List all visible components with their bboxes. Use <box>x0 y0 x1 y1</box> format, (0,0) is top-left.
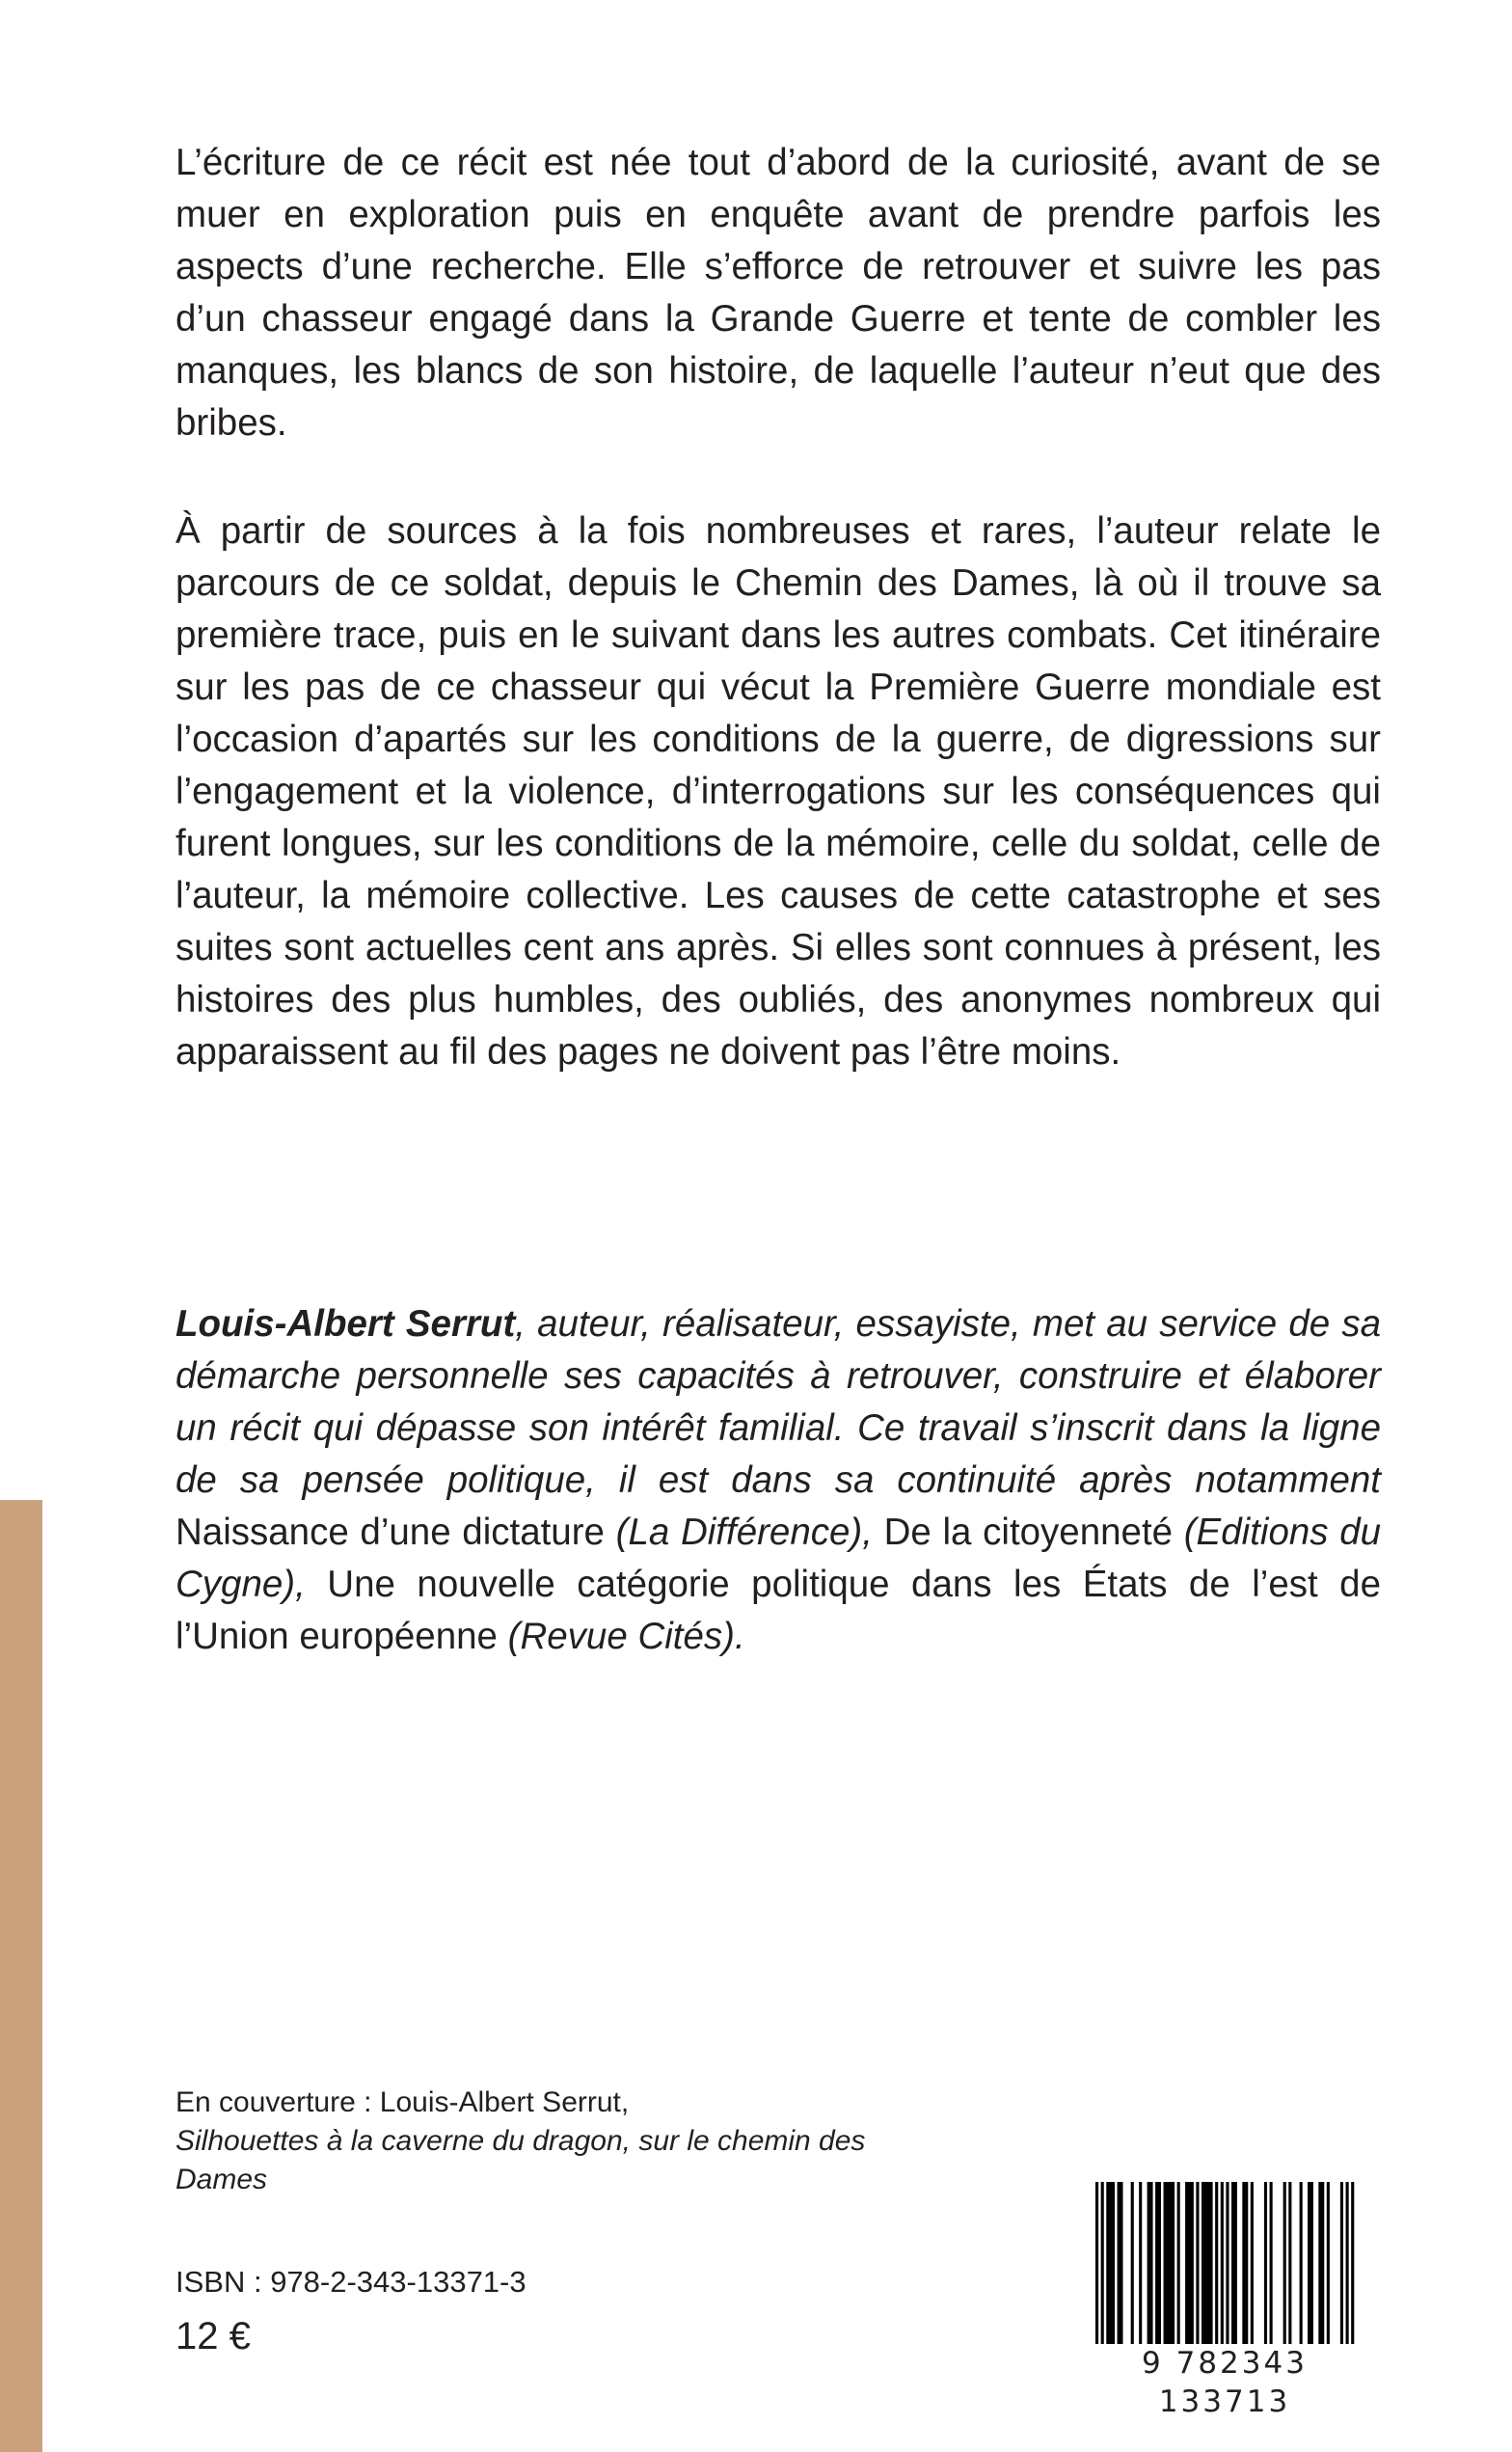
side-color-strip <box>0 1500 42 2452</box>
barcode-bar <box>1242 2182 1245 2346</box>
work-1-title: Naissance d’une dictature <box>176 1512 605 1553</box>
summary-paragraph-1 <box>176 137 1381 450</box>
barcode-bar <box>1166 2182 1169 2346</box>
barcode-bar <box>1158 2182 1161 2346</box>
barcode-bar <box>1139 2182 1142 2346</box>
barcode-bar <box>1101 2182 1104 2361</box>
author-name: Louis-Albert Serrut <box>176 1303 516 1345</box>
barcode-bar <box>1106 2182 1109 2346</box>
barcode-bar <box>1327 2182 1330 2346</box>
barcode-bar <box>1226 2182 1228 2361</box>
barcode <box>1070 2182 1379 2361</box>
barcode-bar <box>1131 2182 1134 2346</box>
barcode-bar <box>1207 2182 1210 2346</box>
cover-credits <box>176 2084 908 2199</box>
work-2-title: De la citoyenneté <box>883 1512 1174 1553</box>
barcode-bar <box>1351 2182 1354 2361</box>
barcode-bar <box>1204 2182 1207 2346</box>
barcode-bar <box>1188 2182 1191 2346</box>
barcode-bar <box>1164 2182 1167 2346</box>
barcode-bar <box>1346 2182 1349 2361</box>
barcode-bar <box>1300 2182 1303 2346</box>
barcode-bar <box>1288 2182 1291 2346</box>
barcode-bar <box>1340 2182 1343 2346</box>
barcode-bar <box>1308 2182 1310 2346</box>
barcode-bar <box>1310 2182 1313 2346</box>
barcode-bar <box>1177 2182 1180 2346</box>
summary-paragraph-2 <box>176 505 1381 1078</box>
work-3-publisher: (Revue Cités). <box>507 1616 745 1657</box>
barcode-digits: 9 782343 133713 <box>1070 2344 1379 2421</box>
barcode-bar <box>1148 2182 1150 2346</box>
work-3-title: Une nouvelle catégorie politique dans les États de l’est de l’Union européenne <box>176 1564 1381 1657</box>
barcode-bar <box>1251 2182 1254 2346</box>
cover-credit-line: En couverture : Louis-Albert Serrut, <box>176 2086 630 2118</box>
barcode-bar <box>1155 2182 1158 2346</box>
barcode-bar <box>1245 2182 1248 2346</box>
author-bio <box>176 1298 1381 1663</box>
barcode-bar <box>1191 2182 1194 2346</box>
summary-paragraph-2-text: À partir de sources à la fois nombreuses et rares, l’auteur relate le parcours de ce soldat, depuis le Chemin des Dames, là où il trouve sa première trace, puis en le suivant dans les autres combats. Cet itinéraire sur les pas de ce chasseur qui vécut la Première Guerre mondiale est l’occasion d’apartés sur les conditions de la guerre, de digressions sur l’engagement et la violence, d’interrogations sur les conséquences qui furent longues, sur les conditions de la mémoire, celle du soldat, celle de l’auteur, la mémoire collective. Les causes de cette catastrophe et ses suites sont actuelles cent ans après. Si elles sont connues à présent, les histoires des plus humbles, des oubliés, des anonymes nombreux qui apparaissent au fil des pages ne doivent pas l’être moins. <box>176 510 1381 1073</box>
barcode-bar <box>1118 2182 1120 2346</box>
barcode-bar <box>1283 2182 1286 2346</box>
barcode-bar <box>1264 2182 1267 2346</box>
summary-paragraph-1-text: L’écriture de ce récit est née tout d’abord de la curiosité, avant de se muer en exploration puis en enquête avant de prendre parfois les aspects d’une recherche. Elle s’efforce de retrouver et suivre les pas d’un chasseur engagé dans la Grande Guerre et tente de combler les manques, les blancs de son histoire, de laquelle l’auteur n’eut que des bribes. <box>176 142 1381 444</box>
barcode-bar <box>1149 2182 1152 2346</box>
barcode-bar <box>1234 2182 1237 2346</box>
work-1-publisher: (La Différence), <box>615 1512 873 1553</box>
cover-caption: Silhouettes à la caverne du dragon, sur le chemin des Dames <box>176 2125 866 2195</box>
barcode-bar <box>1209 2182 1212 2346</box>
barcode-bar <box>1185 2182 1188 2346</box>
barcode-bar <box>1172 2182 1174 2346</box>
barcode-bar <box>1215 2182 1218 2346</box>
barcode-bar <box>1202 2182 1204 2346</box>
barcode-bar <box>1109 2182 1112 2346</box>
isbn: ISBN : 978-2-343-13371-3 <box>176 2265 526 2299</box>
barcode-bar <box>1120 2182 1122 2346</box>
barcode-bar <box>1169 2182 1172 2346</box>
barcode-bar <box>1112 2182 1115 2346</box>
bio-intro: , auteur, réalisateur, essayiste, met au service de sa démarche personnelle ses capacités à retrouver, construire et élaborer un récit qui dépasse son intérêt familial. Ce travail s’inscrit dans la ligne de sa pensée politique, il est dans sa continuité après notamment <box>176 1303 1381 1501</box>
barcode-bar <box>1095 2182 1098 2361</box>
barcode-bar <box>1318 2182 1321 2346</box>
barcode-bar <box>1231 2182 1234 2346</box>
work-2-publisher: (Editions du Cygne), <box>176 1512 1382 1605</box>
price: 12 € <box>176 2315 251 2357</box>
barcode-bar <box>1270 2182 1273 2346</box>
barcode-bar <box>1196 2182 1199 2346</box>
barcode-bar <box>1221 2182 1224 2361</box>
barcode-bar <box>1321 2182 1324 2346</box>
